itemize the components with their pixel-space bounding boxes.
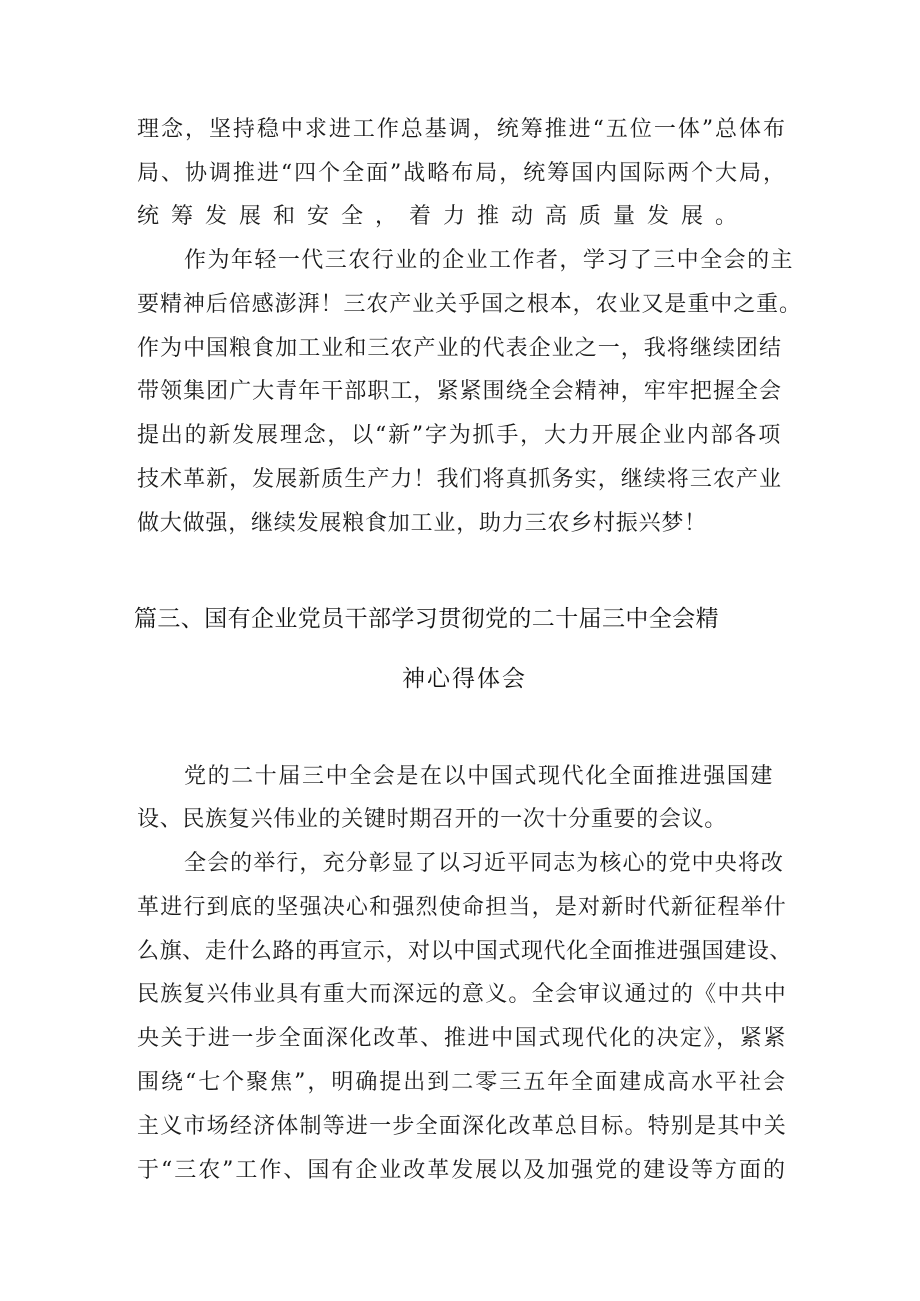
text-line: 围绕“七个聚焦”，明确提出到二零三五年全面建成高水平社会 <box>137 1070 787 1095</box>
text-line: 主义市场经济体制等进一步全面深化改革总目标。特别是其中关 <box>137 1114 787 1139</box>
text-line: 做大做强，继续发展粮食加工业，助力三农乡村振兴梦！ <box>137 511 707 536</box>
text-line: 么旗、走什么路的再宣示，对以中国式现代化全面推进强国建设、 <box>137 939 792 964</box>
text-line: 作为中国粮食加工业和三农产业的代表企业之一，我将继续团结 <box>137 336 782 361</box>
text-line: 提出的新发展理念，以“新”字为抓手，大力开展企业内部各项 <box>137 423 782 448</box>
text-line: 央关于进一步全面深化改革、推进中国式现代化的决定》，紧紧 <box>137 1026 787 1051</box>
text-line: 局、协调推进“四个全面”战略布局，统筹国内国际两个大局， <box>137 161 787 186</box>
text-line: 技术革新，发展新质生产力！我们将真抓务实，继续将三农产业 <box>137 467 782 492</box>
text-line: 全会的举行，充分彰显了以习近平同志为核心的党中央将改 <box>184 851 784 876</box>
text-line: 带领集团广大青年干部职工，紧紧围绕全会精神，牢牢把握全会 <box>137 379 782 404</box>
text-line: 民族复兴伟业具有重大而深远的意义。全会审议通过的《中共中 <box>137 982 787 1007</box>
text-line: 于“三农”工作、国有企业改革发展以及加强党的建设等方面的 <box>137 1158 787 1183</box>
text-line: 革进行到底的坚强决心和强烈使命担当，是对新时代新征程举什 <box>137 895 787 920</box>
text-line: 统筹发展和安全，着力推动高质量发展。 <box>137 204 750 229</box>
text-line: 党的二十届三中全会是在以中国式现代化全面推进强国建 <box>184 764 774 789</box>
text-line: 作为年轻一代三农行业的企业工作者，学习了三中全会的主 <box>184 248 794 273</box>
text-line: 要精神后倍感澎湃！三农产业关乎国之根本，农业又是重中之重。 <box>137 292 802 317</box>
text-line: 设、民族复兴伟业的关键时期召开的一次十分重要的会议。 <box>137 807 727 832</box>
text-line: 理念，坚持稳中求进工作总基调，统筹推进“五位一体”总体布 <box>137 117 787 142</box>
heading-line: 神心得体会 <box>402 666 527 692</box>
heading-line: 篇三、国有企业党员干部学习贯彻党的二十届三中全会精 <box>134 606 719 632</box>
